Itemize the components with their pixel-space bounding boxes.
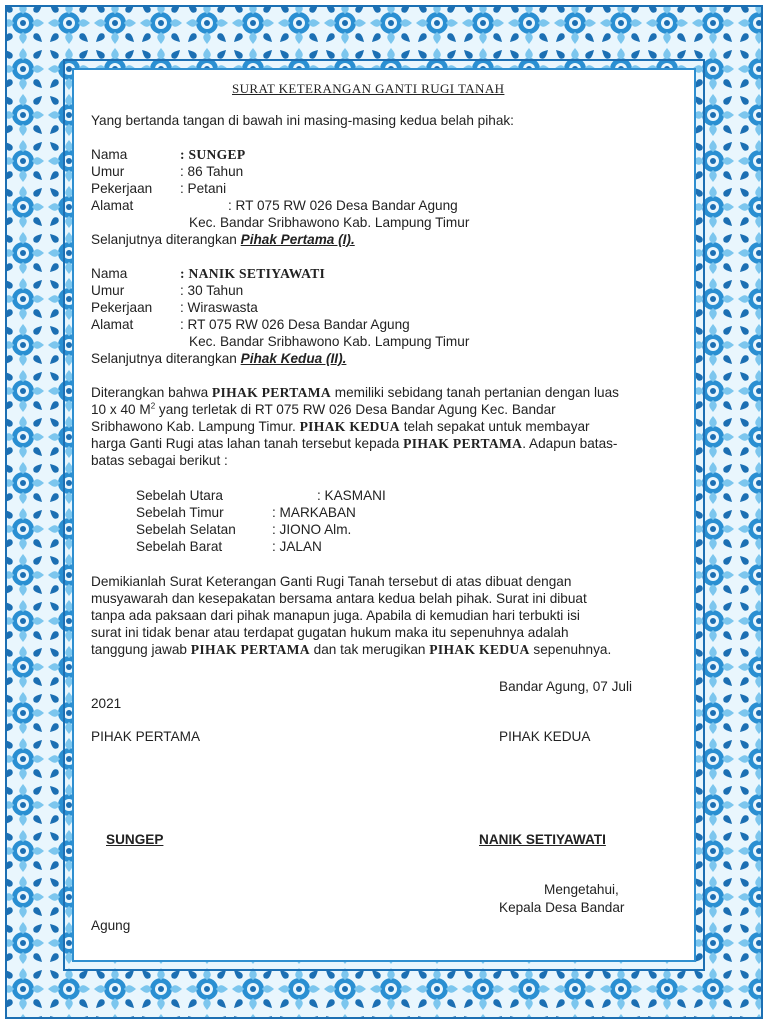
superscript: 2 (150, 401, 156, 411)
party-two-reference: PIHAK KEDUA (299, 419, 400, 434)
boundary-label: Sebelah Timur (136, 505, 224, 520)
party-one-reference: PIHAK PERTAMA (190, 642, 310, 657)
sign-left-name: SUNGEP (106, 832, 164, 847)
text-run: tanggung jawab (91, 642, 191, 657)
party1-name-value: : SUNGEP (180, 147, 246, 162)
boundary-label: Sebelah Selatan (136, 522, 236, 537)
body1-line1 (91, 384, 619, 401)
text-run: . Adapun batas- (522, 436, 618, 451)
party1-address-line2: Kec. Bandar Sribhawono Kab. Lampung Timur (189, 215, 470, 230)
party2-age-value: : 30 Tahun (180, 283, 244, 298)
party2-age-label: Umur (91, 283, 125, 298)
sign-right-name: NANIK SETIYAWATI (479, 832, 606, 847)
body2-line3: tanpa ada paksaan dari pihak manapun juga. Apabila di kemudian hari terbukti isi (91, 608, 580, 623)
text-run: sepenuhnya. (529, 642, 612, 657)
party2-job-label: Pekerjaan (91, 300, 153, 315)
party2-address-label: Alamat (91, 317, 134, 332)
body2-line5 (91, 641, 611, 658)
party2-designation-prefix: Selanjutnya diterangkan (91, 351, 241, 366)
party1-age-value: : 86 Tahun (180, 164, 244, 179)
place-date-line2: 2021 (91, 696, 122, 711)
party1-age-label: Umur (91, 164, 125, 179)
party1-designation-label: Pihak Pertama (I). (240, 232, 355, 247)
body2-line1: Demikianlah Surat Keterangan Ganti Rugi Tanah tersebut di atas dibuat dengan (91, 574, 572, 589)
party2-name-label: Nama (91, 266, 128, 281)
place-date-line1: Bandar Agung, 07 Juli (499, 679, 633, 694)
body2-line4: surat ini tidak benar atau terdapat gugatan hukum maka itu sepenuhnya adalah (91, 625, 569, 640)
party1-name-label: Nama (91, 147, 128, 162)
party2-designation (91, 350, 346, 367)
boundary-label: Sebelah Barat (136, 539, 223, 554)
party1-job-label: Pekerjaan (91, 181, 153, 196)
party1-designation (91, 231, 355, 248)
body1-line4 (91, 435, 617, 452)
text-run: 10 x 40 M (91, 402, 151, 417)
village-head-line1: Kepala Desa Bandar (499, 900, 625, 915)
party1-address-line1: : RT 075 RW 026 Desa Bandar Agung (228, 198, 458, 213)
body1-line5: batas sebagai berikut : (91, 453, 228, 468)
boundary-value: : KASMANI (317, 488, 386, 503)
intro-text: Yang bertanda tangan di bawah ini masing-masing kedua belah pihak: (91, 113, 514, 128)
sign-left-label: PIHAK PERTAMA (91, 729, 201, 744)
text-run: Sribhawono Kab. Lampung Timur. (91, 419, 300, 434)
party1-address-label: Alamat (91, 198, 134, 213)
body2-line2: musyawarah dan kesepakatan bersama antara kedua belah pihak. Surat ini dibuat (91, 591, 587, 606)
party1-job-value: : Petani (180, 181, 227, 196)
party2-designation-label: Pihak Kedua (II). (240, 351, 347, 366)
party2-job-value: : Wiraswasta (180, 300, 258, 315)
boundary-value: : JALAN (272, 539, 322, 554)
party-two-reference: PIHAK KEDUA (429, 642, 530, 657)
text-run: telah sepakat untuk membayar (399, 419, 590, 434)
party2-name-value: : NANIK SETIYAWATI (180, 266, 326, 281)
letter-sheet (72, 68, 696, 962)
party-one-reference: PIHAK PERTAMA (211, 385, 332, 400)
acknowledge-text: Mengetahui, (544, 882, 619, 897)
party2-address-line2: Kec. Bandar Sribhawono Kab. Lampung Timur (189, 334, 470, 349)
text-run: harga Ganti Rugi atas lahan tanah tersebut kepada (91, 436, 404, 451)
party-one-reference: PIHAK PERTAMA (403, 436, 523, 451)
boundary-value: : MARKABAN (272, 505, 356, 520)
text-run: Diterangkan bahwa (91, 385, 212, 400)
sign-right-label: PIHAK KEDUA (499, 729, 591, 744)
party1-designation-prefix: Selanjutnya diterangkan (91, 232, 241, 247)
document-title: SURAT KETERANGAN GANTI RUGI TANAH (232, 81, 505, 96)
village-head-line2: Agung (91, 918, 131, 933)
party2-address-line1: : RT 075 RW 026 Desa Bandar Agung (180, 317, 410, 332)
text-run: yang terletak di RT 075 RW 026 Desa Bandar Agung Kec. Bandar (155, 402, 556, 417)
boundary-label: Sebelah Utara (136, 488, 223, 503)
boundary-value: : JIONO Alm. (272, 522, 352, 537)
text-run: dan tak merugikan (309, 642, 430, 657)
body1-line2 (91, 401, 556, 418)
text-run: memiliki sebidang tanah pertanian dengan luas (331, 385, 619, 400)
body1-line3 (91, 418, 590, 435)
